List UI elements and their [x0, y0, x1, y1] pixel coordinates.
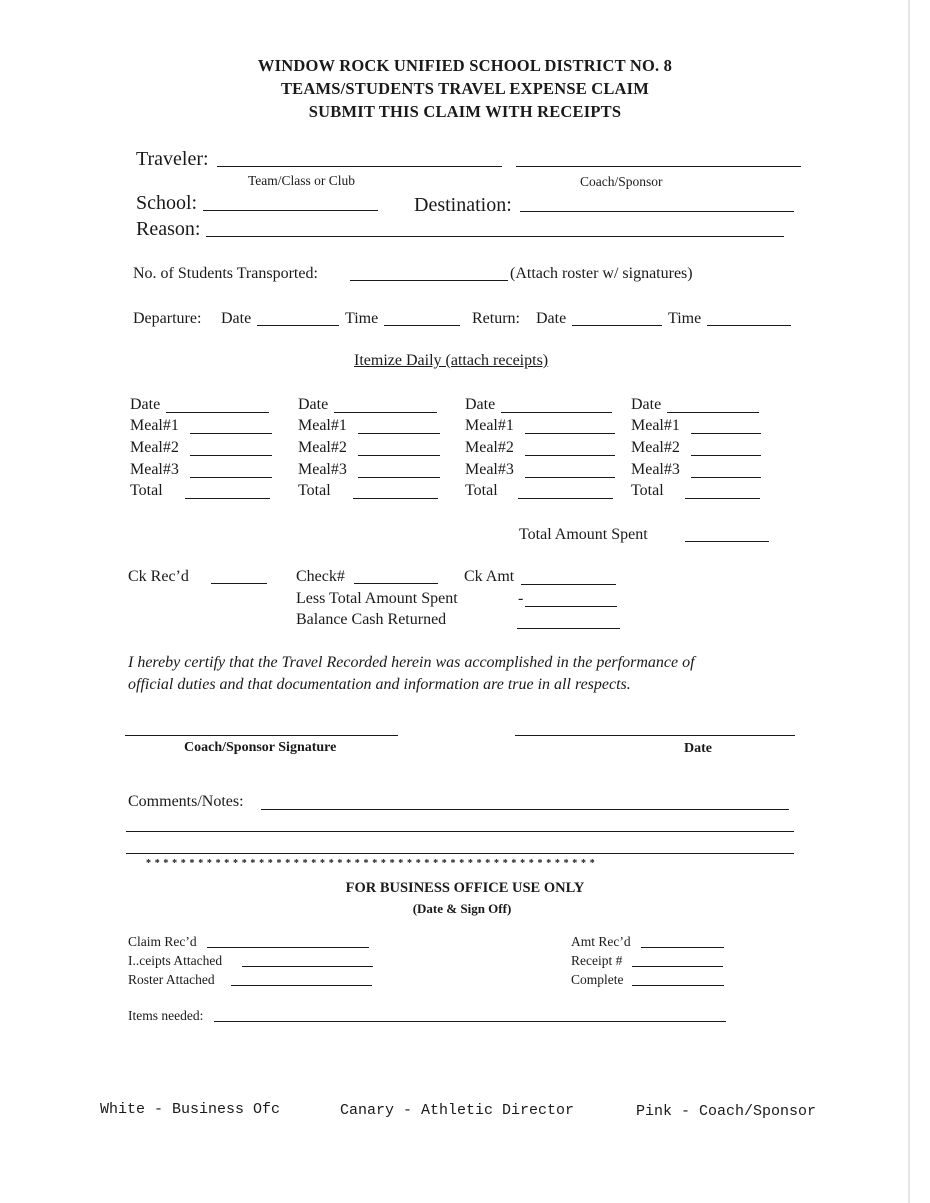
- col4-meal2-field[interactable]: [691, 455, 761, 456]
- receipt-number-field[interactable]: [632, 966, 723, 967]
- col3-meal1-label: Meal#1: [465, 417, 514, 434]
- col3-total-field[interactable]: [518, 498, 613, 499]
- col2-meal1-label: Meal#1: [298, 417, 347, 434]
- less-total-field[interactable]: [525, 606, 617, 607]
- roster-attached-field[interactable]: [231, 985, 372, 986]
- col4-total-label: Total: [631, 482, 664, 499]
- total-amount-label: Total Amount Spent: [519, 526, 648, 543]
- form-subtitle: SUBMIT THIS CLAIM WITH RECEIPTS: [308, 102, 622, 121]
- col1-date-label: Date: [130, 396, 161, 413]
- page-edge: [908, 0, 910, 1203]
- traveler-team-field[interactable]: [217, 166, 502, 167]
- roster-note: (Attach roster w/ signatures): [510, 265, 693, 282]
- receipts-attached-label: I..ceipts Attached: [128, 953, 223, 968]
- col3-meal3-field[interactable]: [525, 477, 615, 478]
- school-field[interactable]: [203, 210, 378, 211]
- col3-total-label: Total: [465, 482, 498, 499]
- col4-total-field[interactable]: [685, 498, 760, 499]
- traveler-label: Traveler:: [136, 148, 209, 170]
- traveler-coach-field[interactable]: [516, 166, 801, 167]
- col2-date-label: Date: [298, 396, 329, 413]
- col4-meal2-label: Meal#2: [631, 439, 680, 456]
- departure-date-field[interactable]: [257, 325, 339, 326]
- form-title: TEAMS/STUDENTS TRAVEL EXPENSE CLAIM: [280, 79, 650, 98]
- col1-meal3-label: Meal#3: [130, 461, 179, 478]
- col2-total-field[interactable]: [353, 498, 438, 499]
- comments-field-3[interactable]: [126, 853, 794, 854]
- col4-date-label: Date: [631, 396, 662, 413]
- copy-canary: Canary - Athletic Director: [340, 1102, 575, 1119]
- balance-field[interactable]: [517, 628, 620, 629]
- col1-total-label: Total: [130, 482, 163, 499]
- balance-label: Balance Cash Returned: [296, 611, 447, 628]
- col3-date-label: Date: [465, 396, 496, 413]
- col4-meal3-label: Meal#3: [631, 461, 680, 478]
- destination-field[interactable]: [520, 211, 794, 212]
- col4-meal3-field[interactable]: [691, 477, 761, 478]
- departure-label: Departure:: [133, 310, 202, 327]
- col2-date-field[interactable]: [334, 412, 437, 413]
- itemize-title: Itemize Daily (attach receipts): [354, 352, 549, 369]
- col4-meal1-field[interactable]: [691, 433, 761, 434]
- certify-line-2: official duties and that documentation and information are true in all respects.: [128, 676, 631, 693]
- items-needed-label: Items needed:: [128, 1008, 204, 1023]
- departure-time-label: Time: [345, 310, 379, 327]
- return-time-label: Time: [668, 310, 702, 327]
- school-label: School:: [136, 192, 198, 214]
- students-field[interactable]: [350, 280, 508, 281]
- col3-meal2-label: Meal#2: [465, 439, 514, 456]
- col3-date-field[interactable]: [501, 412, 612, 413]
- departure-date-label: Date: [221, 310, 252, 327]
- items-needed-field[interactable]: [214, 1021, 726, 1022]
- col2-meal3-field[interactable]: [358, 477, 440, 478]
- col1-meal3-field[interactable]: [190, 477, 272, 478]
- col3-meal1-field[interactable]: [525, 433, 615, 434]
- col2-meal2-field[interactable]: [358, 455, 440, 456]
- copy-pink: Pink - Coach/Sponsor: [636, 1103, 817, 1120]
- roster-attached-label: Roster Attached: [128, 972, 215, 987]
- amt-recd-field[interactable]: [641, 947, 724, 948]
- office-title: FOR BUSINESS OFFICE USE ONLY: [345, 880, 585, 896]
- return-date-field[interactable]: [572, 325, 662, 326]
- return-time-field[interactable]: [707, 325, 791, 326]
- complete-label: Complete: [571, 972, 624, 987]
- return-date-label: Date: [536, 310, 567, 327]
- ck-amt-field[interactable]: [521, 584, 616, 585]
- less-total-dash: -: [518, 590, 524, 607]
- col1-meal2-label: Meal#2: [130, 439, 179, 456]
- amt-recd-label: Amt Rec’d: [571, 934, 631, 949]
- col1-date-field[interactable]: [166, 412, 269, 413]
- signature-date-field[interactable]: [515, 735, 795, 736]
- office-subtitle: (Date & Sign Off): [412, 901, 512, 916]
- star-divider: * * * * * * * * * * * * * * * * * * * * * * * * * * * * * * * * * * * * * * * * * * * * * * * * * * * *: [146, 858, 596, 869]
- comments-label: Comments/Notes:: [128, 793, 244, 810]
- col2-total-label: Total: [298, 482, 331, 499]
- col2-meal2-label: Meal#2: [298, 439, 347, 456]
- col1-meal2-field[interactable]: [190, 455, 272, 456]
- certify-line-1: I hereby certify that the Travel Recorded herein was accomplished in the performance of: [128, 654, 695, 671]
- reason-label: Reason:: [136, 218, 201, 240]
- signature-date-caption: Date: [684, 741, 712, 756]
- check-number-field[interactable]: [354, 583, 438, 584]
- departure-time-field[interactable]: [384, 325, 460, 326]
- claim-recd-field[interactable]: [207, 947, 369, 948]
- receipts-attached-field[interactable]: [242, 966, 373, 967]
- less-total-label: Less Total Amount Spent: [296, 590, 458, 607]
- claim-recd-label: Claim Rec’d: [128, 934, 197, 949]
- signature-field[interactable]: [125, 735, 398, 736]
- comments-field-1[interactable]: [261, 809, 789, 810]
- team-caption: Team/Class or Club: [248, 173, 356, 188]
- col2-meal1-field[interactable]: [358, 433, 440, 434]
- destination-label: Destination:: [414, 194, 512, 216]
- col2-meal3-label: Meal#3: [298, 461, 347, 478]
- reason-field[interactable]: [206, 236, 784, 237]
- col1-meal1-field[interactable]: [190, 433, 272, 434]
- receipt-number-label: Receipt #: [571, 953, 623, 968]
- col3-meal3-label: Meal#3: [465, 461, 514, 478]
- col4-meal1-label: Meal#1: [631, 417, 680, 434]
- district-title: WINDOW ROCK UNIFIED SCHOOL DISTRICT NO. 8: [257, 56, 673, 75]
- ck-recd-field[interactable]: [211, 583, 267, 584]
- check-number-label: Check#: [296, 568, 345, 585]
- col3-meal2-field[interactable]: [525, 455, 615, 456]
- return-label: Return:: [472, 310, 520, 327]
- copy-white: White - Business Ofc: [100, 1101, 281, 1118]
- signature-caption: Coach/Sponsor Signature: [184, 740, 337, 755]
- students-label: No. of Students Transported:: [133, 265, 318, 282]
- col1-total-field[interactable]: [185, 498, 270, 499]
- comments-field-2[interactable]: [126, 831, 794, 832]
- col4-date-field[interactable]: [667, 412, 759, 413]
- ck-recd-label: Ck Rec’d: [128, 568, 189, 585]
- coach-caption: Coach/Sponsor: [580, 174, 663, 189]
- col1-meal1-label: Meal#1: [130, 417, 179, 434]
- ck-amt-label: Ck Amt: [464, 568, 515, 585]
- total-amount-field[interactable]: [685, 541, 769, 542]
- complete-field[interactable]: [632, 985, 724, 986]
